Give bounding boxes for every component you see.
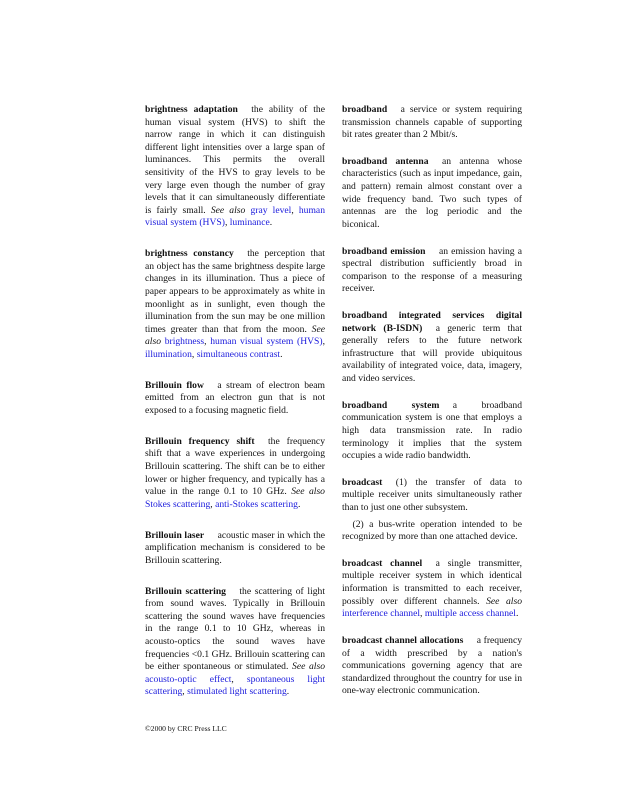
entry-definition: (1) the transfer of data to multiple receiver units simultaneously rather than to just one other subsystem. xyxy=(342,476,522,513)
cross-reference-link[interactable]: brightness xyxy=(164,336,205,348)
entry-definition: a single transmitter, multiple receiver system in which identical information is transmitted to each receiver, possibly over different channels. xyxy=(342,557,523,607)
entry-definition: an antenna whose characteristics (such as input impedance, gain, and pattern) remain almost constant over a wide frequency band. Two such types of antennas are the log periodic and the biconical. xyxy=(342,155,522,230)
entry-term: Brillouin scattering xyxy=(145,585,226,597)
cross-reference-link[interactable]: luminance xyxy=(229,217,270,229)
cross-reference-link[interactable]: human visual system (HVS) xyxy=(210,336,323,348)
entry-definition: a broadband communication system is one that employs a high data transmission rate. In radio terminology it implies that the system occupies a wide radio bandwidth. xyxy=(342,399,523,462)
see-also-label: See also xyxy=(292,661,325,673)
entry-term: broadcast channel allocations xyxy=(342,634,464,646)
cross-reference-link[interactable]: gray level xyxy=(250,204,292,216)
entry-term: brightness adaptation xyxy=(145,104,238,115)
glossary-entry-brillouin-scattering xyxy=(145,586,325,699)
entry-paragraph: brightness constancy the perception that an object has the same brightness despite large changes in its illumination. Thus a piece of paper appears to be approximately as white in moonlight as in sunlight, even though the illumination from the sun may be one million times greater than that from the moon. See also brightness, human visual system (HVS), illumination, simultaneous contrast. xyxy=(145,248,325,360)
entry-definition: a generic term that generally refers to the future network infrastructure that will provide ubiquitous availability of integrated voice, data, imagery, and video services. xyxy=(342,322,522,385)
entry-term: Brillouin laser xyxy=(145,529,205,541)
cross-reference-link[interactable]: human visual system (HVS) xyxy=(145,204,325,229)
glossary-entry-broadcast xyxy=(342,477,522,544)
entry-term: broadband xyxy=(342,104,388,115)
entry-paragraph xyxy=(342,519,522,544)
entry-paragraph: broadcast channel a single transmitter, multiple receiver system in which identical information is transmitted to each receiver, possibly over different channels. See also interference channel, multiple access channel. xyxy=(342,557,523,620)
glossary-entry-brightness-adaptation xyxy=(145,104,325,230)
entry-paragraph xyxy=(342,156,522,232)
entry-term: Brillouin flow xyxy=(145,379,204,391)
cross-reference-link[interactable]: simultaneous contrast xyxy=(196,348,281,360)
entry-term: broadcast xyxy=(342,476,383,488)
left-column xyxy=(145,104,325,699)
copyright-text: ©2000 by CRC Press LLC xyxy=(145,724,227,733)
entry-paragraph xyxy=(342,246,522,296)
cross-reference-link[interactable]: interference channel xyxy=(342,608,421,620)
entry-definition: (2) a bus-write operation intended to be recognized by more than one attached device. xyxy=(342,518,522,543)
entry-term: broadband system xyxy=(342,399,440,411)
entry-paragraph xyxy=(145,530,325,568)
entry-paragraph: Brillouin scattering the scattering of light from sound waves. Typically in Brillouin scattering the sound waves have frequencies in the range 0.1 to 10 GHz, whereas in acousto-optics the sound waves have frequencies <0.1 GHz. Brillouin scattering can be either spontaneous or stimulated. See also acousto-optic effect, spontaneous light scattering, stimulated light scattering. xyxy=(145,585,326,698)
entry-definition: a frequency of a width prescribed by a nation's communications governing agency that are standardized throughout the country for use in one-way electronic communication. xyxy=(342,634,522,697)
cross-reference-link[interactable]: acousto-optic effect xyxy=(145,673,232,685)
entry-term: broadband integrated services digital network (B-ISDN) xyxy=(342,310,522,334)
entry-term: broadcast channel xyxy=(342,557,423,569)
cross-reference-link[interactable]: spontaneous light scattering xyxy=(145,673,326,698)
entry-definition: the ability of the human visual system (HVS) to shift the narrow range in which it can distinguish different light intensities over a large span of luminances. This permits the overall sensitivity of the HVS to gray levels to be very large even though the number of gray levels that it can simultaneously differentiate is fairly small. xyxy=(145,104,325,216)
glossary-entry-broadband-emission xyxy=(342,246,522,296)
see-also-label: See also xyxy=(145,323,325,348)
glossary-entry-broadband-integrated-services-digital-network-b-isdn xyxy=(342,310,522,386)
entry-definition: an emission having a spectral distribution sufficiently broad in comparison to the response of a measuring receiver. xyxy=(342,245,523,295)
entry-paragraph: Brillouin frequency shift the frequency shift that a wave experiences in undergoing Brillouin scattering. The shift can be to either lower or higher frequency, and typically has a value in the range 0.1 to 10 GHz. See also Stokes scattering, anti-Stokes scattering. xyxy=(145,435,325,510)
glossary-entry-broadcast-channel xyxy=(342,558,522,621)
entry-paragraph: brightness adaptation the ability of the human visual system (HVS) to shift the narrow range in which it can distinguish different light intensities over a large span of luminances. This permits the overall sensitivity of the HVS to gray levels to be very large even though the number of gray levels that it can simultaneously differentiate is fairly small. See also gray level, human visual system (HVS), luminance. xyxy=(145,104,325,229)
cross-reference-link[interactable]: illumination xyxy=(145,348,192,360)
glossary-entry-brillouin-flow xyxy=(145,380,325,418)
glossary-entry-broadband xyxy=(342,104,522,142)
cross-reference-link[interactable]: Stokes scattering xyxy=(145,498,211,510)
glossary-entry-brillouin-frequency-shift xyxy=(145,436,325,512)
copyright-footer xyxy=(145,724,227,734)
entry-term: Brillouin frequency shift xyxy=(145,435,255,447)
glossary-entry-broadcast-channel-allocations xyxy=(342,635,522,698)
entry-term: broadband emission xyxy=(342,245,426,257)
see-also-label: See also xyxy=(486,595,522,607)
entry-definition: the perception that an object has the same brightness despite large changes in its illumination. Thus a piece of paper appears to be approximately as white in moonlight as in sunlight, even though the illumination from the sun may be one million times greater than that from the moon. xyxy=(145,248,325,335)
cross-reference-link[interactable]: anti-Stokes scattering xyxy=(215,498,298,510)
entry-paragraph xyxy=(342,104,522,142)
entry-paragraph xyxy=(145,380,325,418)
entry-paragraph xyxy=(342,400,522,463)
right-column xyxy=(342,104,522,698)
entry-definition: a service or system requiring transmission channels capable of supporting bit rates greater than 2 Mbit/s. xyxy=(342,104,522,141)
glossary-entry-broadband-system xyxy=(342,400,522,463)
glossary-entry-brightness-constancy xyxy=(145,248,325,361)
cross-reference-link[interactable]: stimulated light scattering xyxy=(187,686,287,698)
see-also-label: See also xyxy=(210,204,246,216)
see-also-label: See also xyxy=(291,486,325,498)
glossary-entry-broadband-antenna xyxy=(342,156,522,232)
entry-paragraph xyxy=(342,310,522,386)
entry-definition: a stream of electron beam emitted from an electron gun that is not exposed to a focusing magnetic field. xyxy=(145,379,325,416)
cross-reference-link[interactable]: multiple access channel xyxy=(424,608,516,620)
entry-paragraph xyxy=(342,477,522,515)
entry-paragraph xyxy=(342,635,522,698)
entry-definition: the frequency shift that a wave experiences in undergoing Brillouin scattering. The shift can be to either lower or higher frequency, and typically has a value in the range 0.1 to 10 GHz. xyxy=(145,435,325,498)
entry-term: broadband antenna xyxy=(342,155,429,167)
glossary-entry-brillouin-laser xyxy=(145,530,325,568)
entry-term: brightness constancy xyxy=(145,248,234,260)
entry-definition: acoustic maser in which the amplification mechanism is considered to be Brillouin scattering. xyxy=(145,529,325,566)
entry-definition: the scattering of light from sound waves. Typically in Brillouin scattering the sound waves have frequencies in the range 0.1 to 10 GHz, whereas in acousto-optics the sound waves have frequencies <0.1 GHz. Brillouin scattering can be either spontaneous or stimulated. xyxy=(145,585,325,673)
